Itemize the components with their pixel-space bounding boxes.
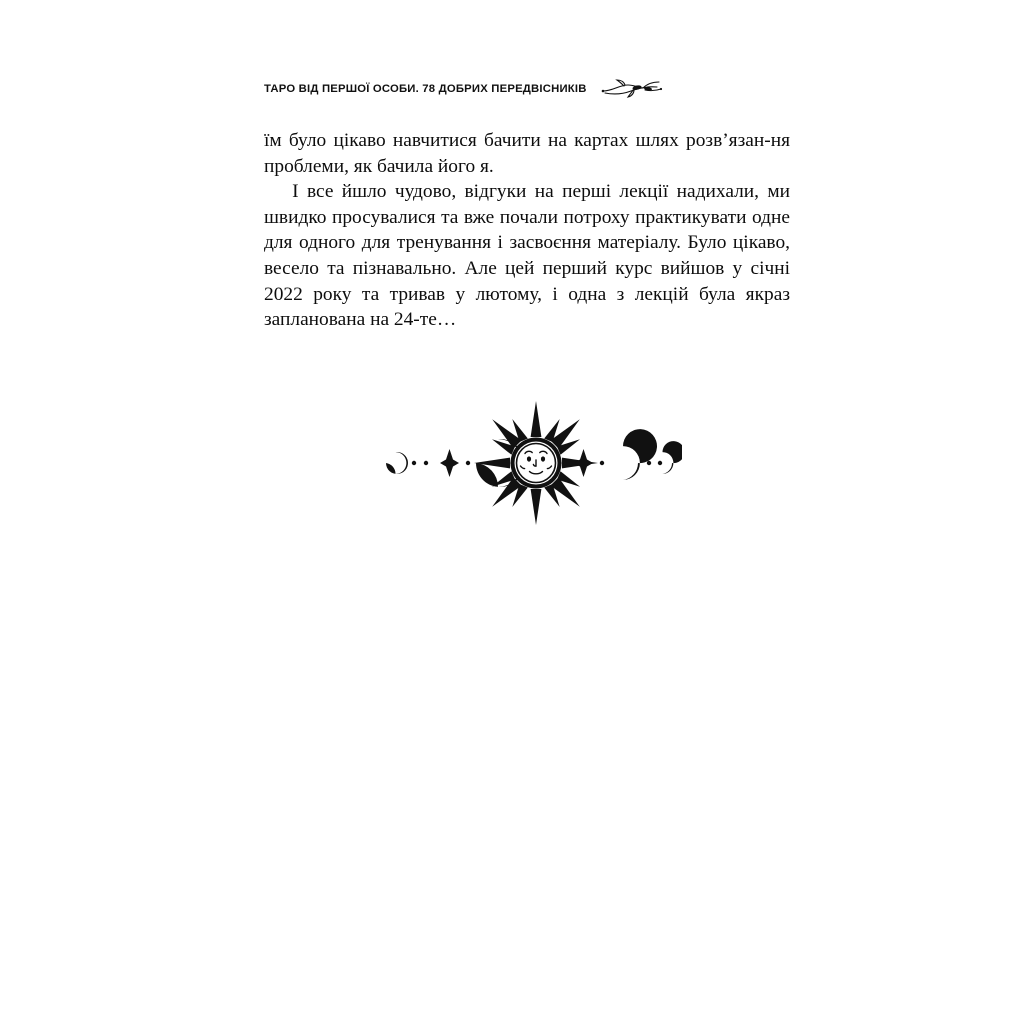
- paragraph-continuation: їм було цікаво навчитися бачити на картах шлях розв’язан-ня проблеми, як бачила його я.: [264, 130, 790, 177]
- running-head: [264, 78, 792, 100]
- paragraph: І все йшло чудово, відгуки на перші лекції надихали, ми швидко просувалися та вже почали потроху практикувати одне для одного для тренування і засвоєння матеріалу. Було цікаво, весело та пізнавально. Але цей перший курс вийшов у січні 2022 року та тривав у лютому, і одна з лекцій була якраз запланована на 24-те…: [264, 181, 790, 331]
- running-head-title: ТАРО ВІД ПЕРШОЇ ОСОБИ. 78 ДОБРИХ ПЕРЕДВІСНИКІВ: [264, 83, 587, 95]
- flourish-leaf-icon: [601, 78, 663, 100]
- sun-with-face-and-moon-phases-divider-icon: [0, 398, 1024, 528]
- body-text-block: [264, 128, 790, 333]
